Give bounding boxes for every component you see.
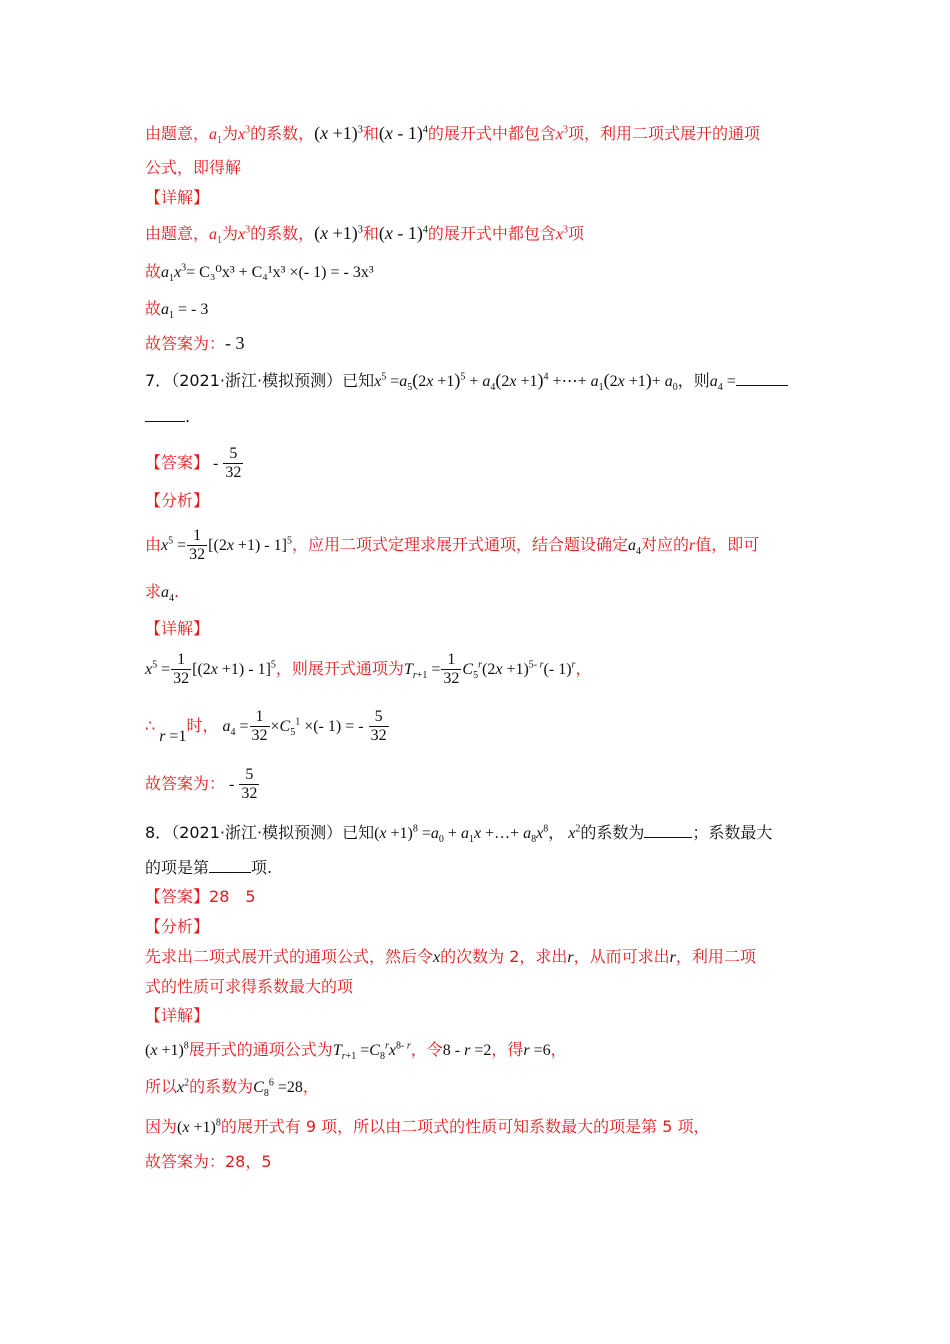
q7-analysis-line2: 求$a_4$. xyxy=(145,582,180,605)
sec6-analysis-line1: 由题意，$a_1$为$x^3$的系数，$(x +1)^3$和(x - 1)$^4$的展开式中都包含$x^3$项，利用二项式展开的通项 xyxy=(145,123,760,147)
sec6-detail-line1: 由题意，$a_1$为$x^3$的系数，$(x +1)^3$和(x - 1)$^4$的展开式中都包含$x^3$项 xyxy=(145,223,584,247)
q8-detail-line2: 所以$x^2$的系数为$C_8^6 =28$， xyxy=(145,1077,319,1100)
q8-detail-line3: 因为$(x +1)^8$的展开式有 9 项，所以由二项式的性质可知系数最大的项是第 5 项， xyxy=(145,1117,710,1136)
q8-question-line2: 的项是第 项. xyxy=(145,858,273,877)
q8-final: 故答案为：28，5 xyxy=(145,1152,272,1171)
sec6-expansion: 故$a_1x^3= C_3^0x^3 + C_4^1x^3$ ×(- 1) = - 3x³ xyxy=(145,262,374,285)
q7-detail-line2: ∴ r =1时， $a_4$ = $\frac{1}{32}$ $\times C_5^1$ ×(- 1) = - $\frac{5}{32}$ xyxy=(145,708,387,745)
q7-question-line2: . xyxy=(145,405,190,427)
q8-analysis-line2: 式的性质可求得系数最大的项 xyxy=(145,977,354,996)
sec6-final: 故答案为：- 3 xyxy=(145,333,245,353)
q8-question-line1: 8．（2021·浙江·模拟预测）已知$(x +1)^8 =a_0 + a_1x$ +…+ $a_8x^8$， $x^2$的系数为 ；系数最大 xyxy=(145,823,773,846)
q8-answer: 【答案】28 5 xyxy=(145,887,256,906)
q8-detail-line1: $(x +1)^8$展开式的通项公式为$T_{r+1} =C_8^rx^{8- r}$，令8 - r =2，得r =6， xyxy=(145,1040,567,1063)
q7-question-line1: 7．（2021·浙江·模拟预测）已知$x^5 =a_5(2x +1)^5 + a_4(2x +1)^4$ +⋯+ $a_1(2x +1)+ a_0$，则$a_4$ = xyxy=(145,369,788,392)
q7-analysis-label: 【分析】 xyxy=(145,491,210,510)
q7-answer-fraction: $\frac{5}{32}$ xyxy=(225,445,242,481)
q7-detail-label: 【详解】 xyxy=(145,619,210,638)
q8-analysis-label: 【分析】 xyxy=(145,917,210,936)
q8-detail-label: 【详解】 xyxy=(145,1006,210,1025)
sec6-analysis-line2: 公式，即得解 xyxy=(145,158,242,177)
sec6-a1-value: 故$a_1$ = - 3 xyxy=(145,299,209,322)
q7-final-fraction: $\frac{5}{32}$ xyxy=(241,766,258,802)
q8-analysis-line1: 先求出二项式展开式的通项公式，然后令x的次数为 2，求出r，从而可求出r，利用二项 xyxy=(145,947,756,966)
expansion-formula: = C₃⁰x³ + C₄¹x³ ×(- 1) = - 3x³ xyxy=(186,264,374,281)
q7-analysis-line1: 由$x^5$ = $\frac{1}{32}$ $[(2x +1) - 1]^5$，应用二项式定理求展开式通项，结合题设确定$a_4$对应的r值，即可 xyxy=(145,527,760,563)
q7-answer: 【答案】 - $\frac{5}{32}$ xyxy=(145,445,242,481)
q7-final: 故答案为： - $\frac{5}{32}$ xyxy=(145,766,258,802)
q7-detail-line1: $x^5$ = $\frac{1}{32}$ $[(2x +1) - 1]^5$，则展开式通项为$T_{r+1}$ = $\frac{1}{32}$ $C_5^r(2x +1)^{5- r}(-$ 1)$^r$， xyxy=(145,651,592,687)
sec6-detail-label: 【详解】 xyxy=(145,188,210,207)
